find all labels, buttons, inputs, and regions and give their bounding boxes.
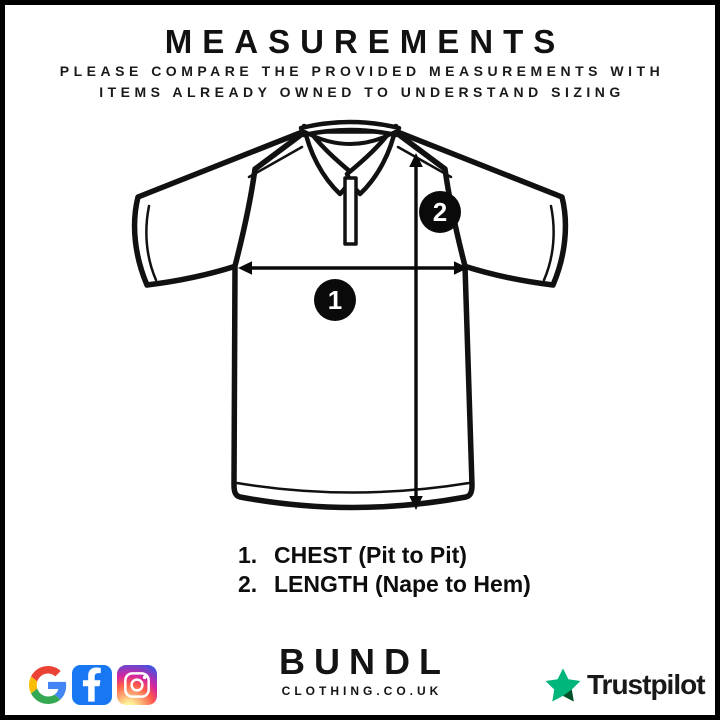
- brand-domain: CLOTHING.CO.UK: [281, 684, 443, 698]
- subtitle-line-2: ITEMS ALREADY OWNED TO UNDERSTAND SIZING: [99, 84, 625, 100]
- measurement-legend: [238, 541, 531, 599]
- legend-number: 1.: [238, 542, 258, 568]
- trustpilot-label: Trustpilot: [587, 669, 705, 700]
- placket: [345, 178, 356, 244]
- subtitle-line-1: PLEASE COMPARE THE PROVIDED MEASUREMENTS WITH: [59, 63, 665, 79]
- polo-shirt-diagram: [5, 5, 720, 720]
- legend-label: CHEST (Pit to Pit): [274, 542, 467, 568]
- legend-label: LENGTH (Nape to Hem): [274, 571, 531, 597]
- legend-item-chest: [238, 541, 531, 570]
- page-title: MEASUREMENTS: [164, 23, 566, 60]
- trustpilot-star-icon: [543, 665, 583, 705]
- legend-item-length: [238, 570, 531, 599]
- legend-number: 2.: [238, 571, 258, 597]
- trustpilot-logo: [543, 665, 705, 705]
- measurement-badge-1: 1: [314, 279, 356, 321]
- measurement-badge-2: 2: [419, 191, 461, 233]
- brand-name: BUNDL: [279, 641, 450, 682]
